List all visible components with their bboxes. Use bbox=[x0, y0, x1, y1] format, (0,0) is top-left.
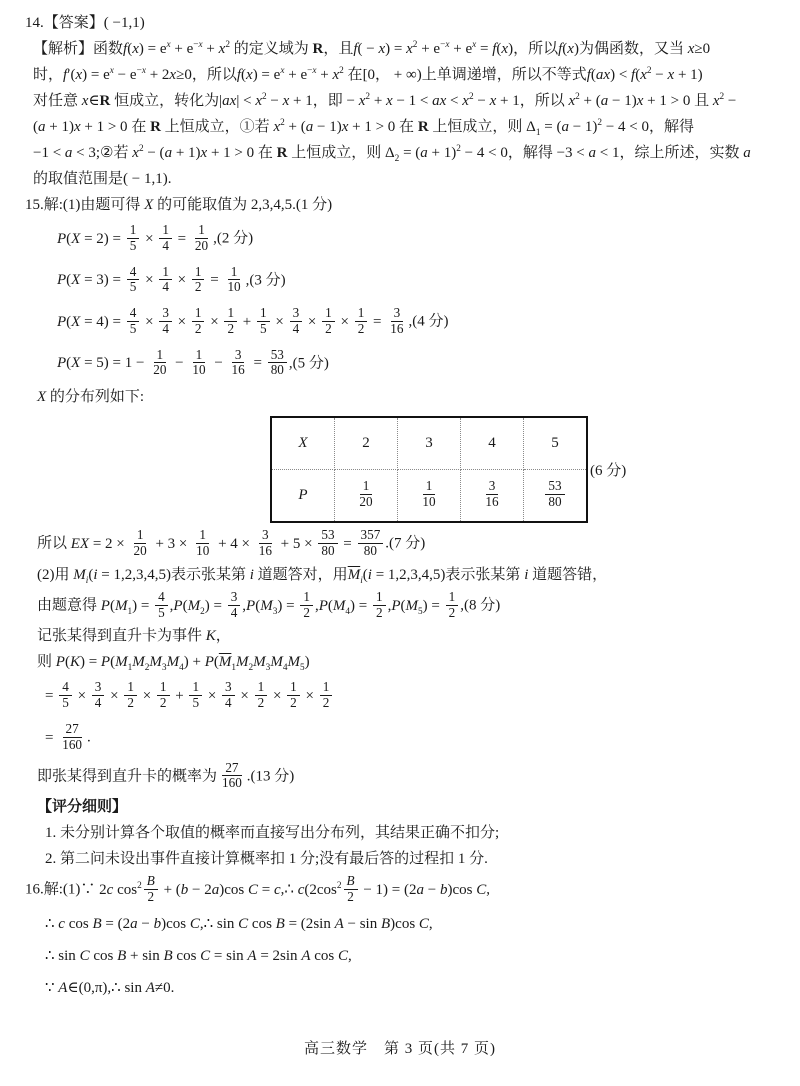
text-line: P(X = 5) = 1 − $\frac{1}{20}$ − $\frac{1}{10}$ − $\frac{3}{16}$ = $\frac{53}{80}$ ,(5 分) bbox=[57, 346, 329, 378]
text-line: (a + 1)x + 1 > 0 在 R 上恒成立，①若 $x^2 + (a - 1)x + 1 > 0$ 在 R 上恒成立，则 $\Delta_1 = (a - 1)^2 - 4 < 0$，解得 bbox=[33, 118, 695, 138]
table-cell: $\frac{53}{80}$ bbox=[524, 470, 588, 523]
table-cell: X bbox=[271, 417, 335, 470]
text-line: 对任意 x∈R 恒成立，转化为$|ax| < x^2 - x + 1$，即 − $x^2 + x - 1$ < ax < $x^2 - x + 1$，所以 $x^2 + (a - 1)x + 1 > 0$ 且 $x^2$ − bbox=[33, 92, 737, 109]
distribution-table-block bbox=[270, 416, 800, 523]
text-line: X 的分布列如下: bbox=[37, 389, 145, 406]
text-line: = $\frac{4}{5}$ × $\frac{3}{4}$ × $\frac{1}{2}$ × $\frac{1}{2}$ + $\frac{1}{5}$ × $\frac{3}{4}$ × $\frac{1}{2}$ × $\frac{1}{2}$ × $\frac{1}{2}$ bbox=[45, 678, 800, 715]
distribution-table bbox=[270, 416, 588, 523]
text-line: 【评分细则】 bbox=[37, 799, 128, 816]
table-cell: 3 bbox=[398, 417, 461, 470]
table-cell: P bbox=[271, 470, 335, 523]
text-line: ∴ sin C cos B + sin B cos C = sin A = 2sin A cos C, bbox=[45, 947, 352, 964]
text-line: 记张某得到直升卡为事件 K， bbox=[37, 628, 231, 645]
text-line: 14.【答案】( −1,1) bbox=[25, 15, 145, 31]
text-line: 的取值范围是( − 1,1). bbox=[33, 171, 172, 187]
text-line: ∵ A∈(0,π),∴ sin A≠0. bbox=[45, 979, 175, 996]
text-line: ∴ c cos B = (2a − b)cos C,∴ sin C cos B = (2sin A − sin B)cos C, bbox=[45, 915, 433, 932]
text-line: 由题意得 $P(M_1)$ = $\frac{4}{5}$ $,P(M_2)$ = $\frac{3}{4}$ $,P(M_3)$ = $\frac{1}{2}$ $,P(M_4)$ = $\frac{1}{2}$ $,P(M_5)$ = $\frac{1}{2}$ ,(8 分) bbox=[37, 588, 501, 620]
page-footer: 高三数学 第 3 页(共 7 页) bbox=[304, 1041, 496, 1057]
text-line: 2. 第二问未设出事件直接计算概率扣 1 分;没有最后答的过程扣 1 分. bbox=[45, 851, 488, 868]
table-cell: 2 bbox=[335, 417, 398, 470]
text-line: −1 < a < 3;②若 $x^2 - (a + 1)x + 1 > 0$ 在 R 上恒成立，则 $\Delta_2 = (a + 1)^2 - 4 < 0$，解得 −3 < a < 1，综上所述，实数 a bbox=[33, 144, 751, 164]
table-cell: $\frac{1}{10}$ bbox=[398, 470, 461, 523]
text-line: P(X = 2) = $\frac{1}{5}$ × $\frac{1}{4}$ = $\frac{1}{20}$ ,(2 分) bbox=[57, 222, 254, 253]
text-line: 【解析】函数$f(x) = e^x + e^{-x} + x^2$ 的定义域为 R，且$f( - x) = x^2 + e^{-x} + e^x = f(x)$，所以f(x)为偶函数，又当 x≥0 bbox=[33, 40, 711, 57]
text-line: 1. 未分别计算各个取值的概率而直接写出分布列，其结果正确不扣分; bbox=[45, 825, 500, 842]
table-row bbox=[271, 417, 587, 470]
table-cell: $\frac{1}{20}$ bbox=[335, 470, 398, 523]
text-line: P(X = 4) = $\frac{4}{5}$ × $\frac{3}{4}$ × $\frac{1}{2}$ × $\frac{1}{2}$ + $\frac{1}{5}$ × $\frac{3}{4}$ × $\frac{1}{2}$ × $\frac{1}{2}$ = $\frac{3}{16}$ ,(4 分) bbox=[57, 305, 449, 336]
document-body bbox=[0, 13, 800, 1002]
score-label: (6 分) bbox=[590, 463, 627, 480]
table-row bbox=[271, 470, 587, 523]
table-cell: 4 bbox=[461, 417, 524, 470]
text-line: 即张某得到直升卡的概率为 $\frac{27}{160}$ .(13 分) bbox=[37, 759, 295, 791]
text-line: 则 $P(K) = P(M_1M_2M_3M_4) + P(\overline{M}_1M_2M_3M_4M_5)$ bbox=[37, 654, 310, 674]
text-line: P(X = 3) = $\frac{4}{5}$ × $\frac{1}{4}$ × $\frac{1}{2}$ = $\frac{1}{10}$ ,(3 分) bbox=[57, 263, 286, 295]
text-line: 15.解:(1)由题可得 X 的可能取值为 2,3,4,5.(1 分) bbox=[25, 197, 333, 213]
table-cell: 5 bbox=[524, 417, 588, 470]
text-line: 所以 EX = 2 × $\frac{1}{20}$ + 3 × $\frac{1}{10}$ + 4 × $\frac{3}{16}$ + 5 × $\frac{53}{80}$ = $\frac{357}{80}$ .(7 分) bbox=[37, 527, 426, 559]
text-line: 16.解:(1)∵ 2c $\cos^2$ $\frac{B}{2}$ + (b − 2a)cos C = c,∴ $c(2\cos^2$ $\frac{B}{2}$ − 1) = (2a − b)cos C, bbox=[25, 873, 490, 904]
text-line: = $\frac{27}{160}$ . bbox=[45, 720, 91, 752]
table-cell: $\frac{3}{16}$ bbox=[461, 470, 524, 523]
text-line: 时，$f'(x) = e^x - e^{-x} + 2x\ge 0$，所以$f(x) = e^x + e^{-x} + x^2$ 在[0， + ∞)上单调递增，所以不等式$f(ax) < f(x^2 - x + 1)$ bbox=[33, 66, 703, 83]
text-line: (2)用 $M_i(i = 1,2,3,4,5)$表示张某第 i 道题答对，用$\overline{M}_i(i = 1,2,3,4,5)$表示张某第 i 道题答错， bbox=[37, 566, 608, 586]
